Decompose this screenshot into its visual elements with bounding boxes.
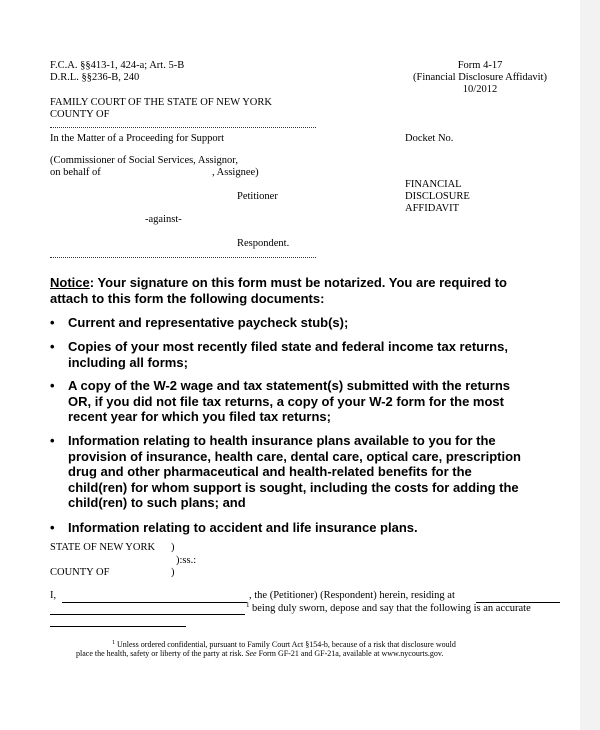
doc-title-line1: FINANCIAL (405, 179, 462, 190)
bullet-line: recent year for which you filed tax returns; (68, 409, 331, 424)
bullet-line: A copy of the W-2 wage and tax statement(s) submitted with the returns (68, 378, 511, 393)
commissioner-on-behalf-of: on behalf of (50, 167, 101, 178)
statute-citation-line1: F.C.A. §§413-1, 424-a; Art. 5-B (50, 60, 185, 71)
bullet-line: OR, if you did not file tax returns, a copy of your W-2 form for the most (68, 393, 504, 409)
doc-title-line2: DISCLOSURE (405, 191, 470, 202)
footnote-line1-text: Unless ordered confidential, pursuant to Family Court Act §154-b, because of a risk that disclosure would (117, 640, 456, 649)
venue-ss: ):ss.: (176, 555, 197, 566)
residence-blank-line-2 (50, 614, 245, 615)
footnote-mark: 1 (112, 640, 115, 646)
name-blank-line (62, 602, 247, 603)
bullet-line: drug and other pharmaceutical and health-related benefits for the (68, 464, 472, 479)
against-label: -against- (145, 214, 182, 225)
oath-line2-text: being duly sworn, depose and say that the following is an accurate (252, 603, 531, 614)
bullet-line: Information relating to health insurance plans available to you for the (68, 433, 496, 448)
bullet-line: including all forms; (68, 354, 188, 370)
doc-title-line3: AFFIDAVIT (405, 203, 460, 214)
form-date: 10/2012 (462, 84, 498, 95)
bullet-marker: • (50, 520, 55, 535)
caption-divider-top (50, 127, 316, 128)
bullet-marker: • (50, 378, 55, 393)
court-name: FAMILY COURT OF THE STATE OF NEW YORK (50, 97, 272, 108)
bullet-line: provision of insurance, health care, dental care, optical care, prescription (68, 448, 521, 464)
bullet-line: Copies of your most recently filed state and federal income tax returns, (68, 339, 508, 354)
bullet-marker: • (50, 433, 55, 448)
matter-line: In the Matter of a Proceeding for Support (50, 133, 225, 144)
bullet-item-tax-returns (68, 339, 568, 370)
footnote-see: See (245, 649, 257, 658)
bullet-item-health-insurance (68, 433, 568, 511)
notice-line2: attach to this form the following documents: (50, 291, 325, 306)
commissioner-line1: (Commissioner of Social Services, Assignor, (50, 155, 238, 166)
bullet-item-paycheck (68, 315, 568, 331)
form-name: (Financial Disclosure Affidavit) (413, 72, 547, 83)
form-number: Form 4-17 (457, 60, 503, 71)
bullet-line: child(ren) to such plans; and (68, 495, 246, 510)
footnote-line2-a: place the health, safety or liberty of the party at risk. (76, 649, 244, 658)
oath-i-label: I, (50, 590, 57, 601)
venue-state: STATE OF NEW YORK (50, 542, 156, 553)
bullet-line: child(ren) for whom support is sought, including the costs for adding the (68, 479, 519, 495)
commissioner-assignee: , Assignee) (212, 167, 259, 178)
notice-line1-text: : Your signature on this form must be notarized. You are required to (89, 275, 507, 290)
notice-line1 (50, 275, 507, 291)
bullet-marker: • (50, 339, 55, 354)
footnote-line2 (76, 649, 443, 659)
court-county: COUNTY OF (50, 109, 110, 120)
footnote-line2-c: Form GF-21 and GF-21a, available at www.nycourts.gov. (258, 649, 444, 658)
caption-divider-bottom (50, 257, 316, 258)
oath-line1-text: , the (Petitioner) (Respondent) herein, residing at (249, 590, 455, 601)
notice-label: Notice (50, 275, 90, 290)
docket-label: Docket No. (405, 133, 454, 144)
statute-citation-line2: D.R.L. §§236-B, 240 (50, 72, 140, 83)
bullet-marker: • (50, 315, 55, 330)
bullet-item-w2 (68, 378, 568, 425)
bullet-line: Current and representative paycheck stub(s); (68, 315, 349, 330)
respondent-label: Respondent. (237, 238, 290, 249)
venue-county: COUNTY OF (50, 567, 110, 578)
petitioner-label: Petitioner (237, 191, 278, 202)
bullet-item-accident-insurance (68, 520, 568, 536)
oath-footnote-mark: 1 (246, 601, 250, 609)
venue-paren-1: ) (171, 542, 175, 553)
footnote-divider (50, 626, 186, 627)
venue-paren-3: ) (171, 567, 175, 578)
bullet-line: Information relating to accident and life insurance plans. (68, 520, 418, 535)
